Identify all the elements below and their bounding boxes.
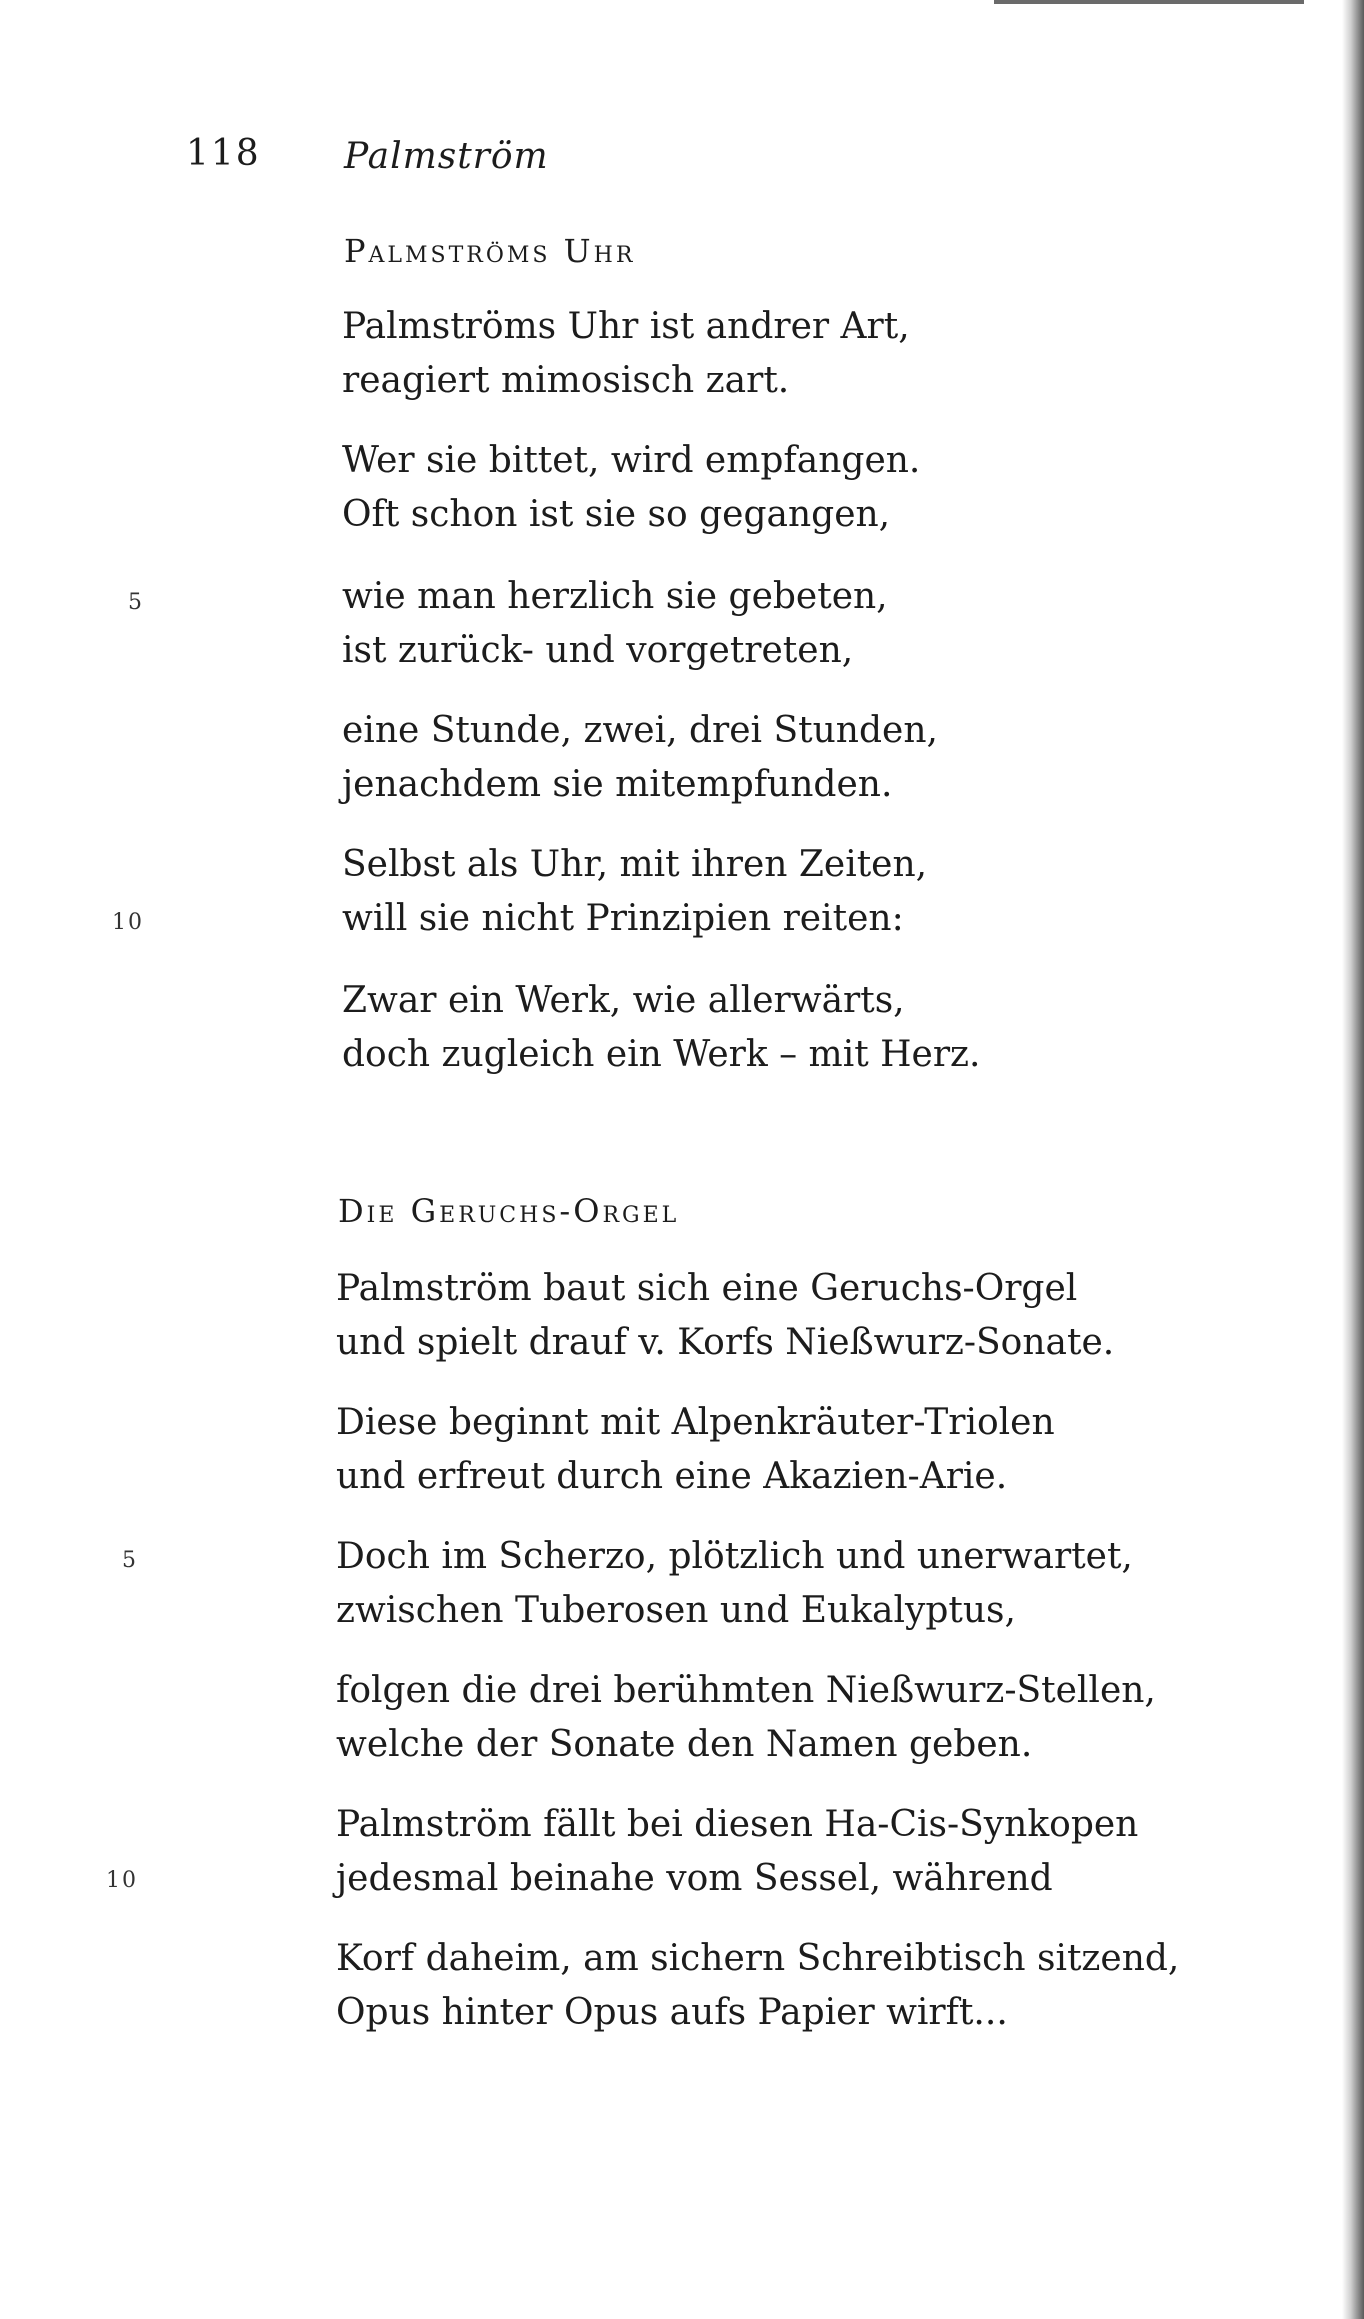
line-number: 10	[106, 1868, 138, 1893]
poem-line: will sie nicht Prinzipien reiten:	[342, 898, 904, 939]
poem-line: Doch im Scherzo, plötzlich und unerwartet,	[336, 1536, 1133, 1577]
line-number: 10	[112, 910, 144, 935]
poem-line: jedesmal beinahe vom Sessel, während	[336, 1858, 1053, 1899]
poem-line: welche der Sonate den Namen geben.	[336, 1724, 1033, 1765]
poem-line: doch zugleich ein Werk – mit Herz.	[342, 1034, 981, 1075]
line-number: 5	[122, 1548, 138, 1573]
poem-line: Palmström baut sich eine Geruchs-Orgel	[336, 1268, 1078, 1309]
line-number: 5	[128, 590, 144, 615]
poem-line: und spielt drauf v. Korfs Nießwurz-Sonate.	[336, 1322, 1115, 1363]
poem-title: Die Geruchs-Orgel	[338, 1192, 680, 1230]
poem-line: Opus hinter Opus aufs Papier wirft...	[336, 1992, 1008, 2033]
running-title: Palmström	[344, 136, 549, 177]
poem-title: Palmströms Uhr	[344, 232, 636, 270]
poem-line: folgen die drei berühmten Nießwurz-Stellen,	[336, 1670, 1156, 1711]
poem-line: Wer sie bittet, wird empfangen.	[342, 440, 921, 481]
poem-line: jenachdem sie mitempfunden.	[342, 764, 893, 805]
page-edge-line	[994, 0, 1304, 4]
poem-line: Selbst als Uhr, mit ihren Zeiten,	[342, 844, 928, 885]
poem-line: Zwar ein Werk, wie allerwärts,	[342, 980, 905, 1021]
poem-line: wie man herzlich sie gebeten,	[342, 576, 888, 617]
page-number: 118	[186, 133, 261, 174]
poem-line: reagiert mimosisch zart.	[342, 360, 790, 401]
poem-line: eine Stunde, zwei, drei Stunden,	[342, 710, 938, 751]
poem-line: zwischen Tuberosen und Eukalyptus,	[336, 1590, 1016, 1631]
poem-line: Oft schon ist sie so gegangen,	[342, 494, 891, 535]
poem-line: Palmströms Uhr ist andrer Art,	[342, 306, 910, 347]
poem-line: und erfreut durch eine Akazien-Arie.	[336, 1456, 1008, 1497]
poem-line: Diese beginnt mit Alpenkräuter-Triolen	[336, 1402, 1055, 1443]
poem-line: ist zurück- und vorgetreten,	[342, 630, 854, 671]
poem-line: Palmström fällt bei diesen Ha-Cis-Synkopen	[336, 1804, 1139, 1845]
poem-line: Korf daheim, am sichern Schreibtisch sitzend,	[336, 1938, 1180, 1979]
page-gutter-shadow	[1342, 0, 1364, 2319]
